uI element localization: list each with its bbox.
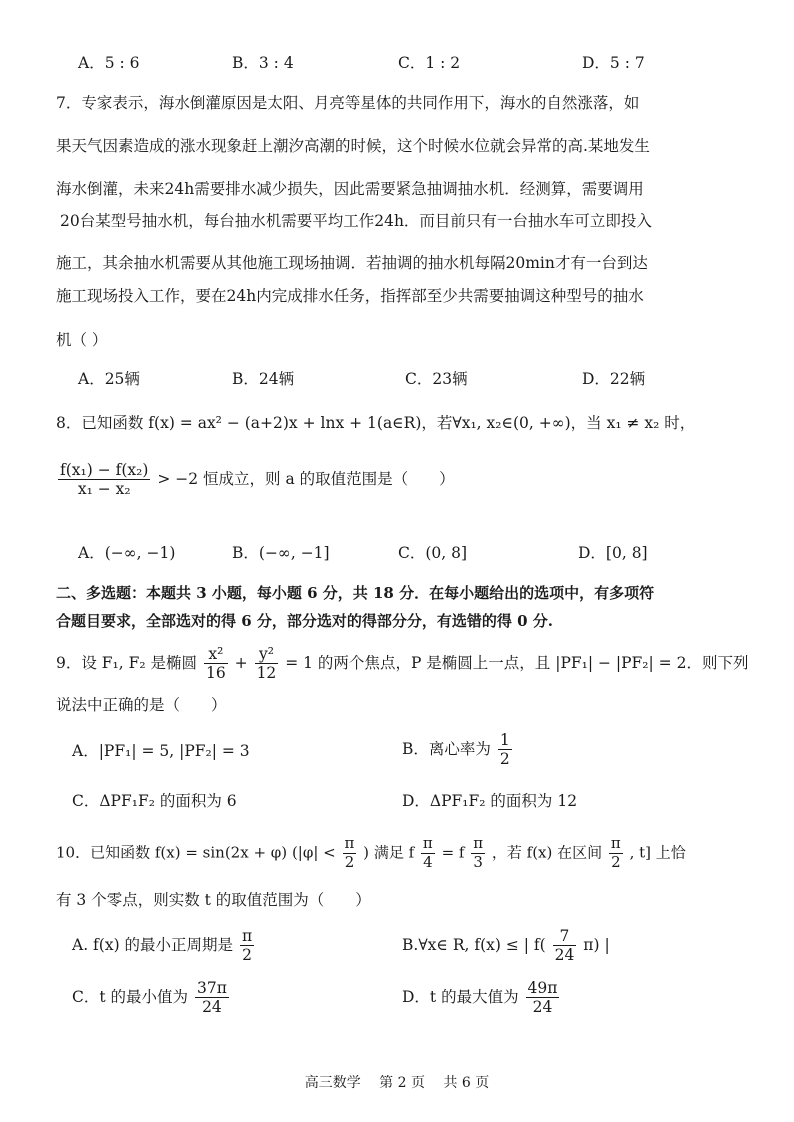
q10-option-a-num: π bbox=[242, 927, 253, 945]
q8-option-a: A．(−∞, −1) bbox=[78, 544, 176, 562]
q7-line-7: 机（ ） bbox=[56, 331, 108, 349]
q10-interval-tail: , t] 上恰 bbox=[629, 843, 686, 862]
q9-option-b bbox=[402, 732, 514, 768]
q9-fraction-x bbox=[204, 646, 228, 682]
q9-fraction-y-num: y² bbox=[255, 646, 279, 664]
q10-option-c-fraction bbox=[195, 980, 229, 1016]
q7-line-2: 果天气因素造成的涨水现象赶上潮汐高潮的时候，这个时候水位就会异常的高.某地发生 bbox=[56, 137, 650, 155]
q10-option-c-den: 24 bbox=[202, 998, 222, 1017]
q8-option-c: C．(0, 8] bbox=[398, 544, 468, 562]
q10-fraction-b bbox=[471, 836, 485, 871]
q10-option-b-fraction bbox=[553, 928, 577, 964]
q10-interval-den: 2 bbox=[611, 852, 621, 871]
q10-option-d-den: 24 bbox=[532, 998, 553, 1017]
q10-option-b bbox=[402, 928, 610, 964]
q10-option-b-text: B.∀x∈ R, f(x) ≤ | f( bbox=[402, 935, 546, 954]
q10-option-d-num: 49π bbox=[527, 979, 558, 997]
q7-option-c: C．23辆 bbox=[405, 370, 468, 388]
q10-interval-num: π bbox=[610, 834, 621, 852]
q8-fraction-denominator: x₁ − x₂ bbox=[77, 480, 131, 499]
q10-condition-fraction bbox=[343, 836, 357, 871]
q10-option-d-fraction bbox=[526, 980, 560, 1016]
q10-fraction-a bbox=[421, 836, 435, 871]
page-footer: 高三数学 第 2 页 共 6 页 bbox=[304, 1075, 490, 1091]
q10-mid: 满足 f bbox=[373, 843, 415, 862]
q10-after: ，若 f(x) 在区间 bbox=[491, 843, 603, 862]
q9-fraction-y-den: 12 bbox=[256, 664, 277, 683]
q10-interval-fraction bbox=[609, 836, 623, 871]
q7-option-a: A．25辆 bbox=[78, 370, 140, 388]
q8-fraction bbox=[58, 462, 150, 498]
q8-condition: > −2 恒成立，则 a 的取值范围是（ ） bbox=[157, 469, 455, 488]
q10-option-d bbox=[402, 980, 561, 1016]
q10-fraction-a-num: π bbox=[422, 834, 433, 852]
q9-line-2: 说法中正确的是（ ） bbox=[56, 696, 227, 714]
q10-option-b-den: 24 bbox=[554, 946, 575, 965]
q10-condition-open: (|φ| < bbox=[291, 843, 336, 862]
section2-line-2: 合题目要求，全部选对的得 6 分，部分选对的得部分分，有选错的得 0 分. bbox=[56, 612, 553, 630]
q10-fraction-b-den: 3 bbox=[473, 852, 483, 871]
q8-option-d: D．[0, 8] bbox=[578, 544, 648, 562]
q7-option-b: B．24辆 bbox=[232, 370, 295, 388]
q6-option-d: D．5 : 7 bbox=[582, 54, 645, 72]
q7-option-d: D．22辆 bbox=[582, 370, 646, 388]
q9-option-d: D．ΔPF₁F₂ 的面积为 12 bbox=[402, 792, 578, 810]
q10-prefix: 10．已知函数 f(x) = sin(2x + φ) bbox=[56, 843, 288, 862]
q8-option-b: B．(−∞, −1] bbox=[232, 544, 330, 562]
q8-fraction-numerator: f(x₁) − f(x₂) bbox=[60, 461, 149, 479]
q9-option-b-num: 1 bbox=[499, 731, 510, 749]
q9-option-b-fraction bbox=[498, 732, 512, 768]
q10-line-1 bbox=[56, 836, 686, 871]
q10-condition-den: 2 bbox=[344, 852, 355, 871]
q8-line-2 bbox=[56, 462, 455, 498]
q7-line-5: 施工，其余抽水机需要从其他施工现场抽调．若抽调的抽水机每隔20min才有一台到达 bbox=[56, 254, 648, 272]
q7-line-4: 20台某型号抽水机，每台抽水机需要平均工作24h．而目前只有一台抽水车可立即投入 bbox=[60, 212, 652, 230]
section2-line-1: 二、多选题：本题共 3 小题，每小题 6 分，共 18 分．在每小题给出的选项中，有多项符 bbox=[56, 584, 655, 602]
q10-option-d-text: D．t 的最大值为 bbox=[402, 987, 519, 1006]
q10-line-2: 有 3 个零点，则实数 t 的取值范围为（ ） bbox=[56, 891, 371, 909]
q7-line-3: 海水倒灌，未来24h需要排水减少损失，因此需要紧急抽调抽水机．经测算，需要调用 bbox=[56, 180, 644, 198]
q10-fraction-a-den: 4 bbox=[423, 852, 433, 871]
q9-option-a: A．|PF₁| = 5, |PF₂| = 3 bbox=[72, 742, 250, 760]
q10-eq: = f bbox=[441, 843, 465, 862]
q10-option-a-den: 2 bbox=[242, 946, 253, 965]
q10-option-b-num: 7 bbox=[553, 928, 577, 946]
q6-option-a: A．5 : 6 bbox=[78, 54, 140, 72]
q10-option-b-tail: π) | bbox=[583, 935, 610, 954]
q6-option-b: B．3 : 4 bbox=[232, 54, 294, 72]
q7-line-1: 7．专家表示，海水倒灌原因是太阳、月亮等星体的共同作用下，海水的自然涨落，如 bbox=[56, 94, 640, 112]
q9-prefix: 9．设 F₁, F₂ 是椭圆 bbox=[56, 653, 198, 672]
q6-option-c: C．1 : 2 bbox=[398, 54, 461, 72]
q10-option-a bbox=[72, 928, 256, 964]
q10-option-c-text: C．t 的最小值为 bbox=[72, 987, 189, 1006]
q10-fraction-b-num: π bbox=[473, 834, 484, 852]
q9-line-1 bbox=[56, 646, 748, 682]
q8-line-1: 8．已知函数 f(x) = ax² − (a+2)x + lnx + 1(a∈R)，若∀x₁, x₂∈(0, +∞)，当 x₁ ≠ x₂ 时， bbox=[56, 414, 696, 432]
q10-option-c-num: 37π bbox=[196, 979, 227, 997]
q9-fraction-x-num: x² bbox=[204, 646, 228, 664]
q10-condition-num: π bbox=[344, 834, 355, 852]
q9-option-b-text: B．离心率为 bbox=[402, 739, 491, 758]
q10-option-a-text: A. f(x) 的最小正周期是 bbox=[72, 935, 234, 954]
q10-condition-close: ) bbox=[363, 843, 370, 862]
q9-fraction-x-den: 16 bbox=[205, 664, 226, 683]
q9-option-c: C．ΔPF₁F₂ 的面积为 6 bbox=[72, 792, 237, 810]
q7-line-6: 施工现场投入工作，要在24h内完成排水任务，指挥部至少共需要抽调这种型号的抽水 bbox=[56, 287, 644, 305]
q9-suffix: = 1 的两个焦点，P 是椭圆上一点，且 |PF₁| − |PF₂| = 2．则下列 bbox=[285, 653, 749, 672]
q9-fraction-y bbox=[255, 646, 279, 682]
q10-option-a-fraction bbox=[240, 928, 254, 964]
q10-option-c bbox=[72, 980, 231, 1016]
q9-option-b-den: 2 bbox=[499, 750, 510, 769]
q9-plus: + bbox=[234, 653, 248, 672]
